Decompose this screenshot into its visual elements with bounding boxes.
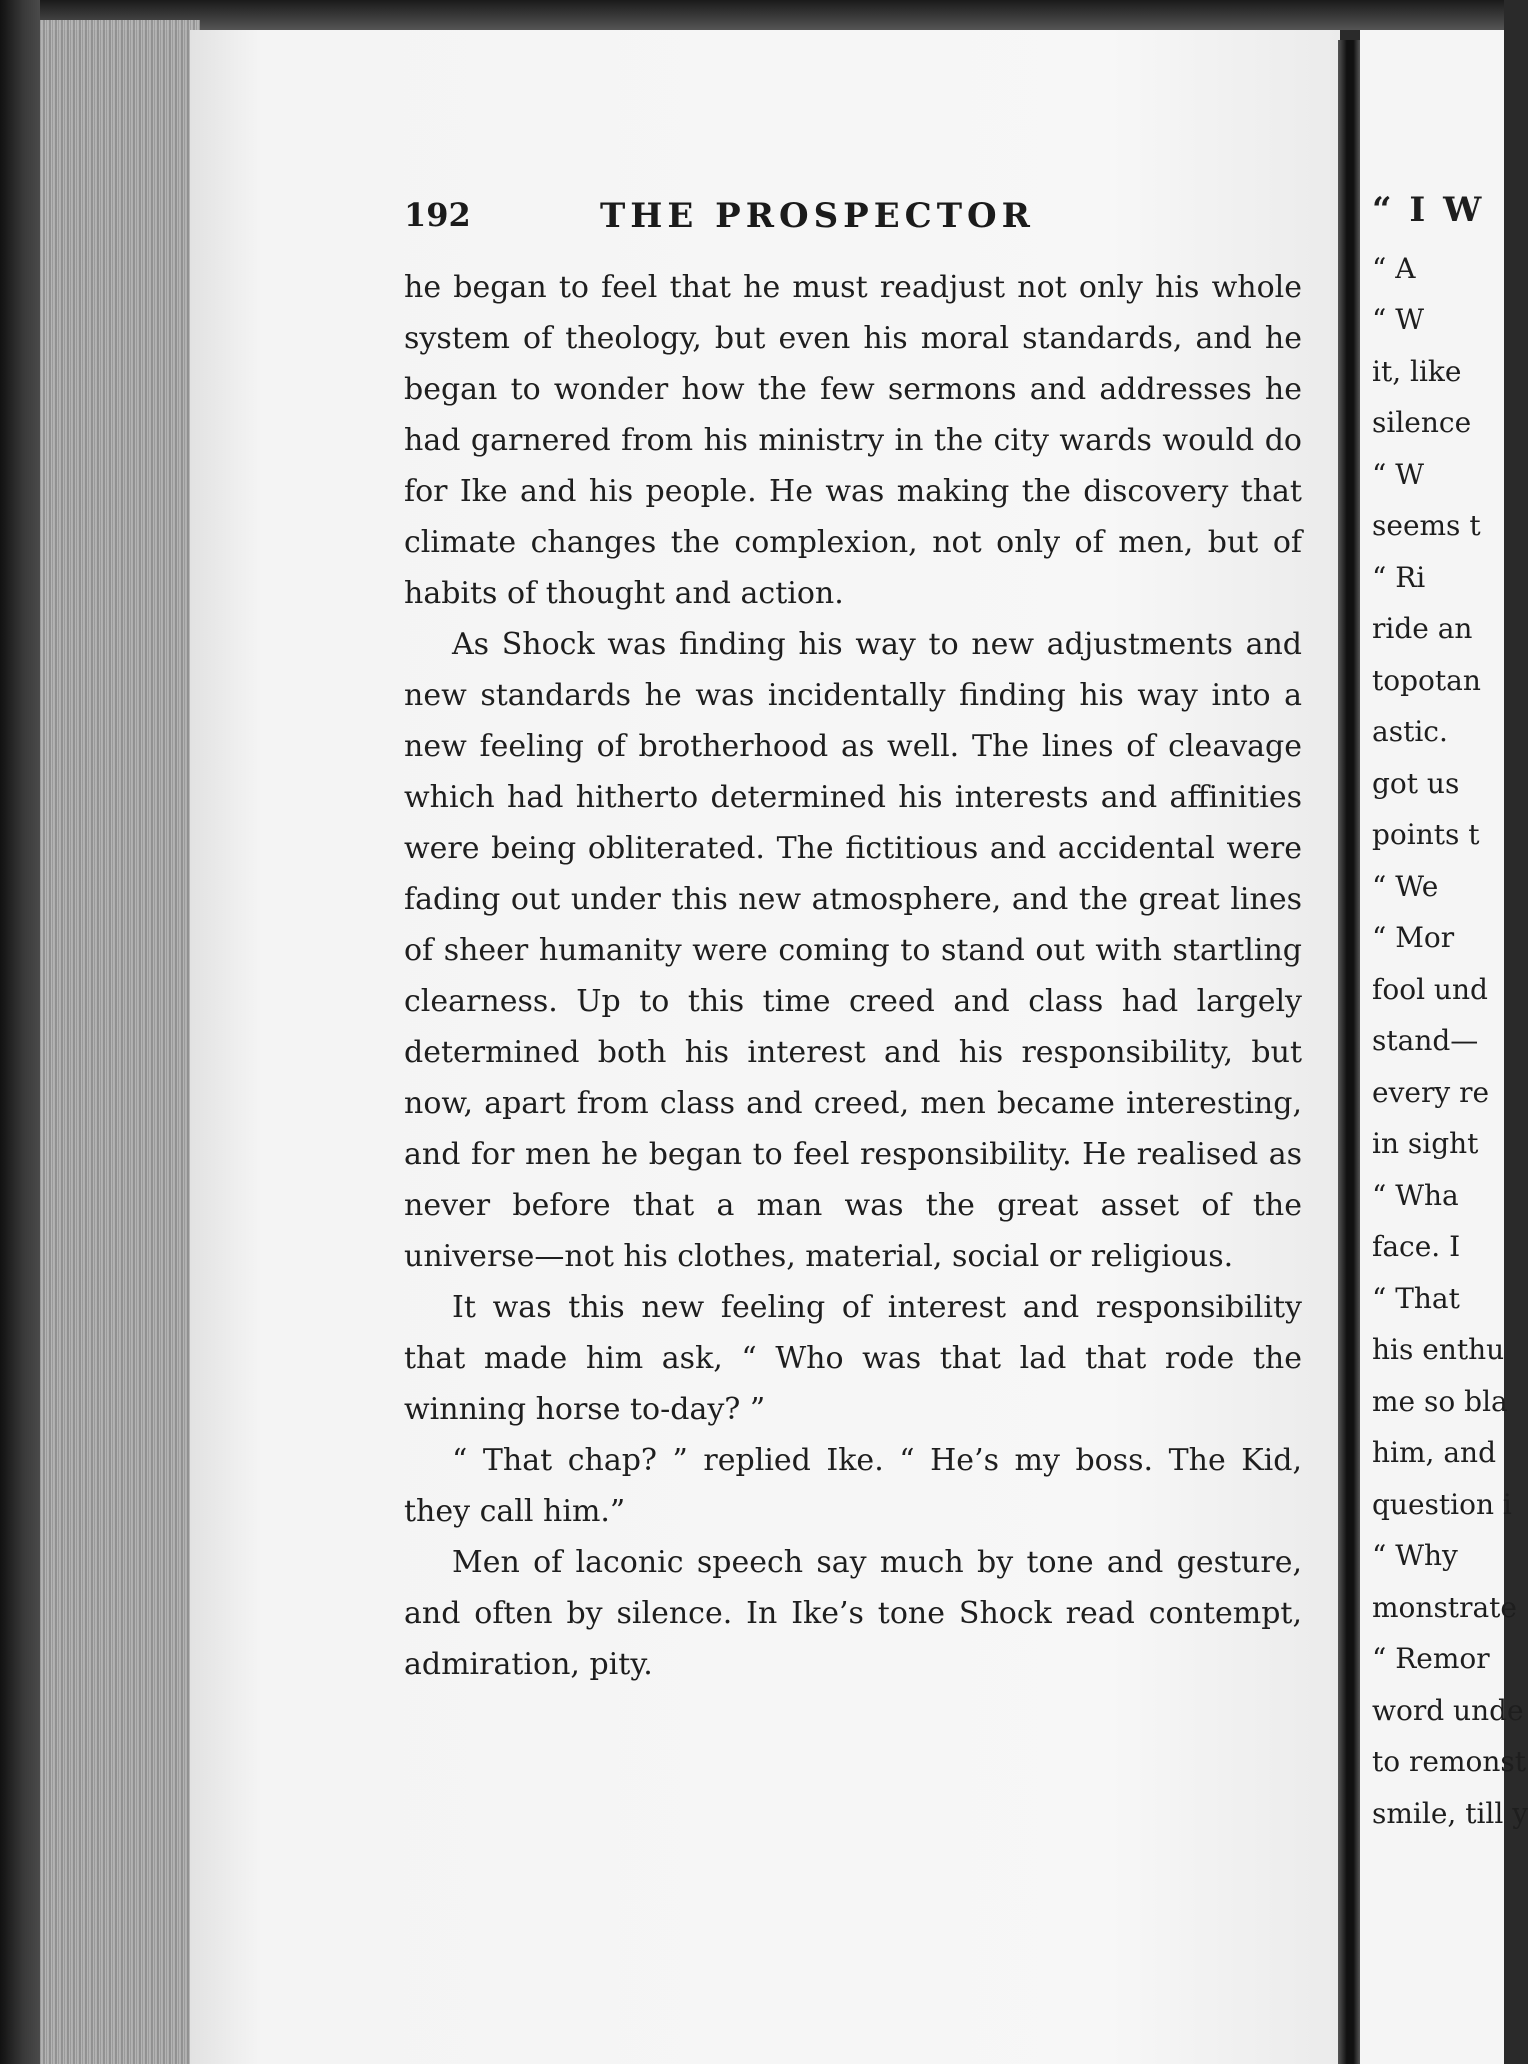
paragraph-3: It was this new feeling of interest and responsibility that made him ask, “ Who was that lad that rode the winning horse to-day? ” (404, 1290, 1302, 1427)
right-page-line: face. I (1372, 1230, 1461, 1263)
right-page-line: “ Mor (1372, 921, 1455, 954)
page-body (404, 262, 1302, 1690)
paragraph-4: “ That chap? ” replied Ike. “ He’s my boss. The Kid, they call him.” (404, 1443, 1302, 1529)
book-spine-shadow (0, 0, 40, 2064)
right-page-line: “ W (1372, 457, 1424, 491)
right-page-line: stand— (1372, 1024, 1479, 1057)
right-page-line: “ Remor (1372, 1642, 1490, 1675)
right-page-line: in sight (1372, 1127, 1479, 1160)
right-page-line: got us (1372, 766, 1460, 800)
right-page-line: his enthu (1372, 1333, 1505, 1366)
right-page-line: astic. (1372, 715, 1448, 748)
right-page-line: “ We (1372, 869, 1439, 903)
right-page-line: “ A (1372, 251, 1416, 285)
paragraph-1: he began to feel that he must readjust not only his whole system of theology, but even his moral standards, and he began to wonder how the few sermons and addresses he had garnered from his ministry in the city wards would do for Ike and his people. He was making the discovery that climate changes the complexion, not only of men, but of habits of thought and action. (404, 270, 1302, 611)
right-page-text (1372, 185, 1528, 1839)
page-edges (40, 20, 200, 2064)
right-page-line: silence (1372, 406, 1472, 439)
right-page-line: “ Ri (1372, 560, 1426, 594)
right-page-line: him, and (1372, 1436, 1496, 1469)
right-page-line: “ I W (1372, 190, 1485, 230)
right-page-line: smile, till y (1372, 1796, 1528, 1830)
right-page-line: fool und (1372, 972, 1488, 1006)
right-page-line: “ That (1372, 1281, 1460, 1315)
right-page-line: topotan (1372, 663, 1481, 697)
page-number: 192 (404, 196, 471, 234)
running-title: THE PROSPECTOR (600, 196, 1035, 236)
right-page-line: points t (1372, 818, 1480, 851)
right-page-line: it, like (1372, 354, 1462, 388)
right-page-line: me so bla (1372, 1384, 1508, 1418)
right-page-line: monstrate (1372, 1590, 1517, 1624)
right-page-line: “ Wha (1372, 1178, 1459, 1212)
right-page-line: word unde (1372, 1693, 1524, 1727)
right-page-line: ride an (1372, 612, 1473, 645)
paragraph-2: As Shock was finding his way to new adjustments and new standards he was incidentally finding his way into a new feeling of brotherhood as well. The lines of cleavage which had hitherto determined his interests and affinities were being obliterated. The fictitious and accidental were fading out under this new atmosphere, and the great lines of sheer humanity were coming to stand out with startling clearness. Up to this time creed and class had largely determined both his interest and his responsibility, but now, apart from class and creed, men became interesting, and for men he began to feel responsibility. He realised as never before that a man was the great asset of the universe—not his clothes, material, social or religious. (404, 627, 1302, 1274)
right-page-line: “ W (1372, 303, 1424, 336)
right-page-line: question i (1372, 1487, 1512, 1521)
page-header (404, 196, 1304, 240)
scan-top-edge (0, 0, 1504, 30)
right-page-line: seems t (1372, 509, 1481, 542)
book-gutter (1338, 40, 1360, 2064)
right-page-line: every re (1372, 1075, 1490, 1109)
paragraph-5: Men of laconic speech say much by tone and gesture, and often by silence. In Ike’s tone Shock read contempt, admiration, pity. (404, 1545, 1302, 1682)
right-page-line: to remonst (1372, 1745, 1527, 1778)
right-page-line: “ Why (1372, 1539, 1458, 1572)
